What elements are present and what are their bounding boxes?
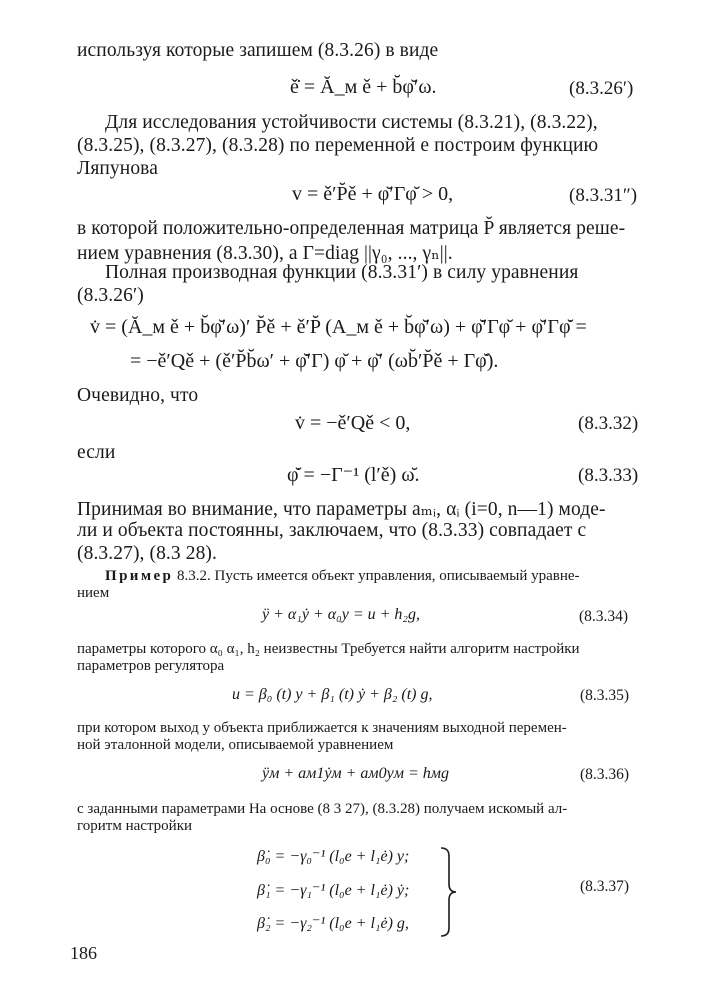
example-line: ной эталонной модели, описываемой уравнением xyxy=(77,737,394,753)
example-line: параметров регулятора xyxy=(77,658,225,674)
equation-8-3-26p: ě̇ = Ă_м ě + b̆φ̆′ω. xyxy=(290,76,437,98)
right-brace xyxy=(438,846,460,938)
equation-vdot-line2: = −ě′Qě + (ě′P̆b̆ω′ + φ̆̇′Γ) φ̆ + φ̆′ (ωb̆′P̆ě + Γφ̆̇). xyxy=(130,350,499,372)
text-line: (8.3.25), (8.3.27), (8.3.28) по переменной e построим функцию xyxy=(77,135,599,156)
equation-8-3-34: ÿ + α₁ẏ + α₀y = u + h₂g, xyxy=(262,606,420,623)
equation-number: (8.3.36) xyxy=(580,766,630,783)
text-line: если xyxy=(77,442,116,463)
text-line: используя которые запишем (8.3.26) в виде xyxy=(77,40,439,61)
text-line: Полная производная функции (8.3.31′) в силу уравнения xyxy=(105,262,579,283)
equation-number: (8.3.35) xyxy=(580,687,630,704)
equation-8-3-36: ÿм + aм1ẏм + aм0yм = hмg xyxy=(262,765,449,782)
example-line: нием xyxy=(77,585,110,601)
page-number: 186 xyxy=(70,943,97,963)
text-line: ли и объекта постоянны, заключаем, что (8.3.33) совпадает с xyxy=(77,520,587,541)
equation-8-3-33: φ̆̇ = −Γ⁻¹ (l′ě) ω̆. xyxy=(287,464,420,486)
example-label: Пример xyxy=(105,568,174,584)
example-text: 8.3.2. Пусть имеется объект управления, описываемый уравне- xyxy=(177,568,580,584)
equation-8-3-35: u = β₀ (t) y + β₁ (t) ẏ + β₂ (t) g, xyxy=(232,686,433,703)
example-line: при котором выход y объекта приближается к значениям выходной перемен- xyxy=(77,720,567,736)
text-line: (8.3.26′) xyxy=(77,285,144,306)
text-line: Принимая во внимание, что параметры aₘᵢ, αᵢ (i=0, n—1) моде- xyxy=(77,499,606,520)
equation-8-3-37-line2: β̇₁ = −γ₁⁻¹ (l₀e + l₁ė) ẏ; xyxy=(257,882,410,899)
example-line: с заданными параметрами На основе (8 3 27), (8.3.28) получаем искомый ал- xyxy=(77,801,568,817)
equation-number: (8.3.34) xyxy=(579,608,629,625)
example-line: горитм настройки xyxy=(77,818,193,834)
equation-number: (8.3.33) xyxy=(578,465,639,486)
text-line: Для исследования устойчивости системы (8.3.21), (8.3.22), xyxy=(105,112,598,133)
equation-8-3-37-line3: β̇₂ = −γ₂⁻¹ (l₀e + l₁ė) g, xyxy=(257,915,409,932)
text-line: в которой положительно-определенная матрица P̆ является реше- xyxy=(77,218,626,239)
example-line xyxy=(105,568,580,585)
text-line: (8.3.27), (8.3 28). xyxy=(77,543,217,564)
equation-8-3-31pp: v = ě′P̆ě + φ̆′Γφ̆ > 0, xyxy=(292,183,454,205)
text-line: Ляпунова xyxy=(77,158,158,179)
equation-number: (8.3.26′) xyxy=(569,78,634,99)
text-line: Очевидно, что xyxy=(77,385,199,406)
equation-8-3-32: v̇ = −ě′Qě < 0, xyxy=(295,412,411,434)
equation-vdot-line1: v̇ = (Ă_м ě + b̆φ̆′ω)′ P̆ě + ě′P̆ (A_м ě + b̆φ̆′ω) + φ̆̇′Γφ̆ + φ̆′Γφ̆̇ = xyxy=(90,316,587,338)
equation-number: (8.3.31″) xyxy=(569,185,638,206)
text-line: нием уравнения (8.3.30), а Γ=diag ||γ₀, ..., γₙ||. xyxy=(77,243,453,264)
equation-number: (8.3.37) xyxy=(580,878,630,895)
equation-number: (8.3.32) xyxy=(578,413,639,434)
equation-8-3-37-line1: β̇₀ = −γ₀⁻¹ (l₀e + l₁ė) y; xyxy=(257,848,410,865)
example-line: параметры которого α₀ α₁, h₂ неизвестны Требуется найти алгоритм настройки xyxy=(77,641,580,657)
